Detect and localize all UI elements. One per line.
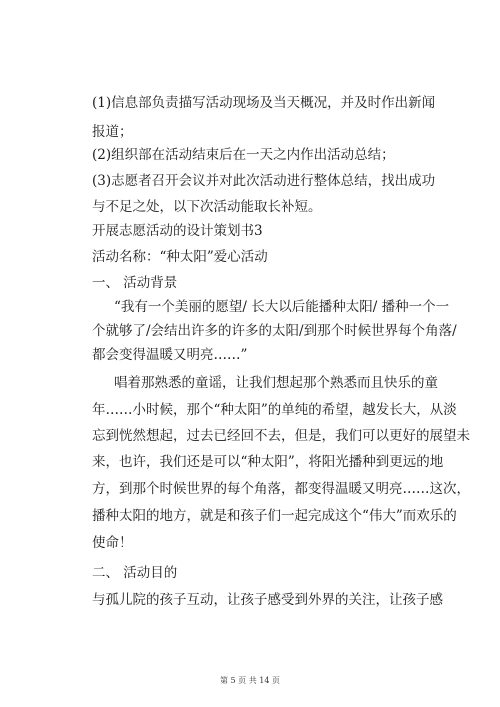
body-line: (1)信息部负责描写活动现场及当天概况，并及时作出新闻 — [92, 95, 436, 111]
body-line: 都会变得温暖又明亮……” — [92, 347, 248, 363]
body-line: 来，也许，我们还是可以“种太阳”，将阳光播种到更远的地 — [92, 454, 444, 470]
page-footer: 第 5 页 共 14 页 — [220, 676, 280, 685]
body-line: 播种太阳的地方，就是和孩子们一起完成这个“伟大”而欢乐的 — [92, 508, 457, 524]
activity-name: 活动名称：“种太阳”爱心活动 — [92, 249, 268, 265]
body-line: 年……小时候，那个“种太阳”的单纯的希望，越发长大，从淡 — [92, 402, 457, 418]
body-line: 忘到恍然想起，过去已经回不去，但是，我们可以更好的展望未 — [92, 428, 470, 444]
body-line: (3)志愿者召开会议并对此次活动进行整体总结，找出成功 — [92, 173, 436, 189]
body-line: 唱着那熟悉的童谣，让我们想起那个熟悉而且快乐的童 — [114, 375, 438, 391]
body-line: 与孤儿院的孩子互动，让孩子感受到外界的关注，让孩子感 — [92, 592, 443, 608]
body-line: 个就够了/会结出许多的许多的太阳/到那个时候世界每个角落/ — [92, 323, 457, 339]
section-heading: 开展志愿活动的设计策划书3 — [92, 223, 263, 239]
section-heading: 一、 活动背景 — [92, 275, 178, 291]
body-line: 方，到那个时候世界的每个角落，都变得温暖又明亮……这次， — [92, 481, 470, 497]
body-line: (2)组织部在活动结束后在一天之内作出活动总结； — [92, 147, 395, 163]
body-line: 与不足之处，以下次活动能取长补短。 — [92, 199, 322, 215]
body-line: “我有一个美丽的愿望/ 长大以后能播种太阳/ 播种一个一 — [114, 299, 450, 315]
body-line: 使命！ — [92, 535, 133, 551]
body-line: 报道； — [92, 124, 133, 140]
section-heading: 二、 活动目的 — [92, 565, 178, 581]
